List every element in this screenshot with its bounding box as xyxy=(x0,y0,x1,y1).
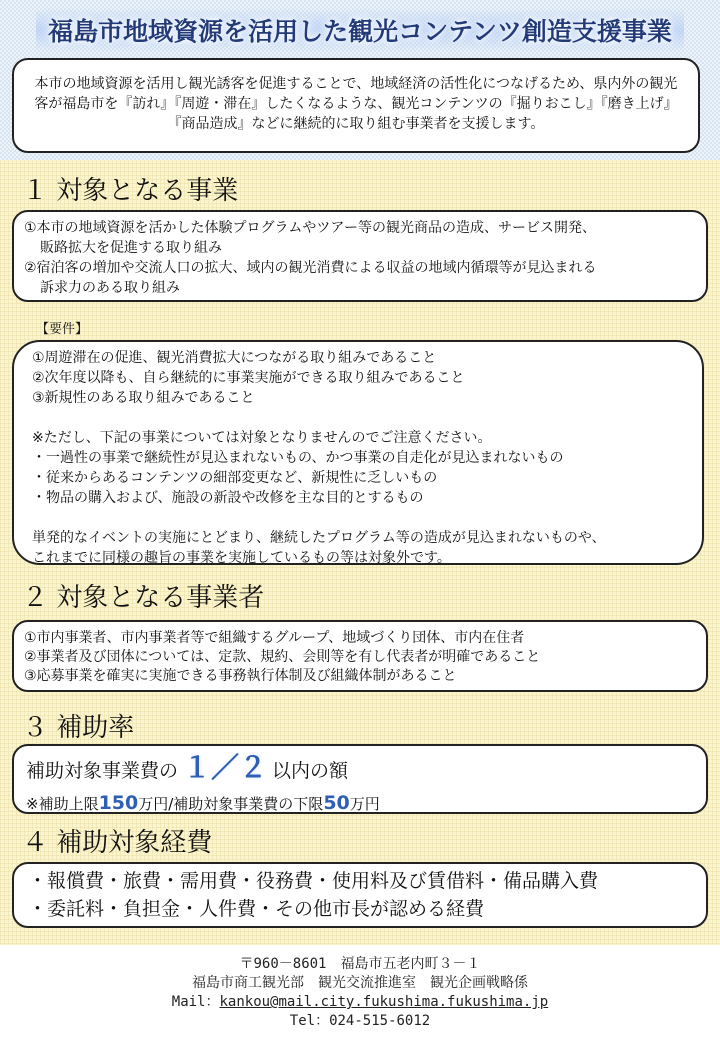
limit-prefix: ※補助上限 xyxy=(26,795,99,813)
exclusion-3: ・物品の購入および、施設の新設や改修を主な目的とするもの xyxy=(32,490,424,506)
expenses-line-1: ・報償費・旅費・需用費・役務費・使用料及び賃借料・備品購入費 xyxy=(28,870,599,892)
lower-limit: 50 xyxy=(323,792,350,814)
section2-item-1: ①市内事業者、市内事業者等で組織するグループ、地域づくり団体、市内在住者 xyxy=(24,630,525,646)
limit-suffix: 万円 xyxy=(349,795,380,813)
section1-item-2-line1: ②宿泊客の増加や交流人口の拡大、域内の観光消費による収益の地域内循環等が見込まれる xyxy=(24,260,597,276)
footer-address: 〒960－8601 福島市五老内町３－１ xyxy=(239,956,481,972)
section3-heading: ３ 補助率 xyxy=(22,713,135,743)
section1-item-2 xyxy=(24,258,696,298)
requirements-label: 【要件】 xyxy=(36,322,89,337)
page-title: 福島市地域資源を活用した観光コンテンツ創造支援事業 xyxy=(36,8,684,52)
section2-item-2: ②事業者及び団体については、定款、規約、会則等を有し代表者が明確であること xyxy=(24,649,541,665)
upper-limit: 150 xyxy=(98,792,139,814)
contact-footer xyxy=(0,955,720,1031)
section2-item-3: ③応募事業を確実に実施できる事務執行体制及び組織体制があること xyxy=(24,668,457,684)
footer-department: 福島市商工観光部 観光交流推進室 観光企画戦略係 xyxy=(192,975,528,991)
expenses-line-2: ・委託料・負担金・人件費・その他市長が認める経費 xyxy=(28,898,485,920)
section1-item-2-line2: 訴求力のある取り組み xyxy=(40,280,180,296)
section2-box xyxy=(12,620,708,692)
closing-line-2: これまでに同様の趣旨の事業を実施しているもの等は対象外です。 xyxy=(32,550,451,566)
footer-tel: Tel：024-515-6012 xyxy=(289,1013,431,1029)
footer-mail-link[interactable]: kankou@mail.city.fukushima.fukushima.jp xyxy=(219,994,549,1010)
section1-item-1-line1: ①本市の地域資源を活かした体験プログラムやツアー等の観光商品の造成、サービス開発、 xyxy=(24,220,596,236)
section2-heading: ２ 対象となる事業者 xyxy=(22,583,265,613)
section1-item-1-line2: 販路拡大を促進する取り組み xyxy=(40,240,222,256)
rate-prefix: 補助対象事業費の xyxy=(26,760,179,782)
section4-box xyxy=(12,862,708,928)
note-title: ※ただし、下記の事業については対象となりませんのでご注意ください。 xyxy=(32,430,492,446)
rate-value: １／２ xyxy=(183,751,268,784)
section1-item-1 xyxy=(24,218,696,258)
requirement-1: ①周遊滞在の促進、観光消費拡大につながる取り組みであること xyxy=(32,350,437,366)
intro-text: 本市の地域資源を活用し観光誘客を促進することで、地域経済の活性化につなげるため、県内外の観光客が福島市を『訪れ』『周遊・滞在』したくなるような、観光コンテンツの『掘りおこし』『磨き上げ』『商品造成』などに継続的に取り組む事業者を支援します。 xyxy=(34,76,678,132)
closing-line-1: 単発的なイベントの実施にとどまり、継続したプログラム等の造成が見込まれないものや、 xyxy=(32,530,606,546)
footer-mail-label: Mail： xyxy=(171,994,220,1010)
exclusion-1: ・一過性の事業で継続性が見込まれないもの、かつ事業の自走化が見込まれないもの xyxy=(32,450,564,466)
requirement-3: ③新規性のある取り組みであること xyxy=(32,390,255,406)
limit-line xyxy=(26,791,694,816)
section4-heading: ４ 補助対象経費 xyxy=(22,828,213,858)
rate-suffix: 以内の額 xyxy=(272,760,349,782)
section1-box xyxy=(12,210,708,302)
requirement-2: ②次年度以降も、自ら継続的に事業実施ができる取り組みであること xyxy=(32,370,465,386)
exclusion-2: ・従来からあるコンテンツの細部変更など、新規性に乏しいもの xyxy=(32,470,438,486)
limit-mid: 万円/補助対象事業費の下限 xyxy=(138,795,324,813)
rate-line xyxy=(26,750,694,789)
section3-box xyxy=(12,744,708,814)
intro-box xyxy=(12,58,700,153)
footer-mail-line xyxy=(0,993,720,1012)
section1-heading: １ 対象となる事業 xyxy=(22,176,239,206)
title-banner xyxy=(0,8,720,52)
requirements-box xyxy=(12,340,704,565)
